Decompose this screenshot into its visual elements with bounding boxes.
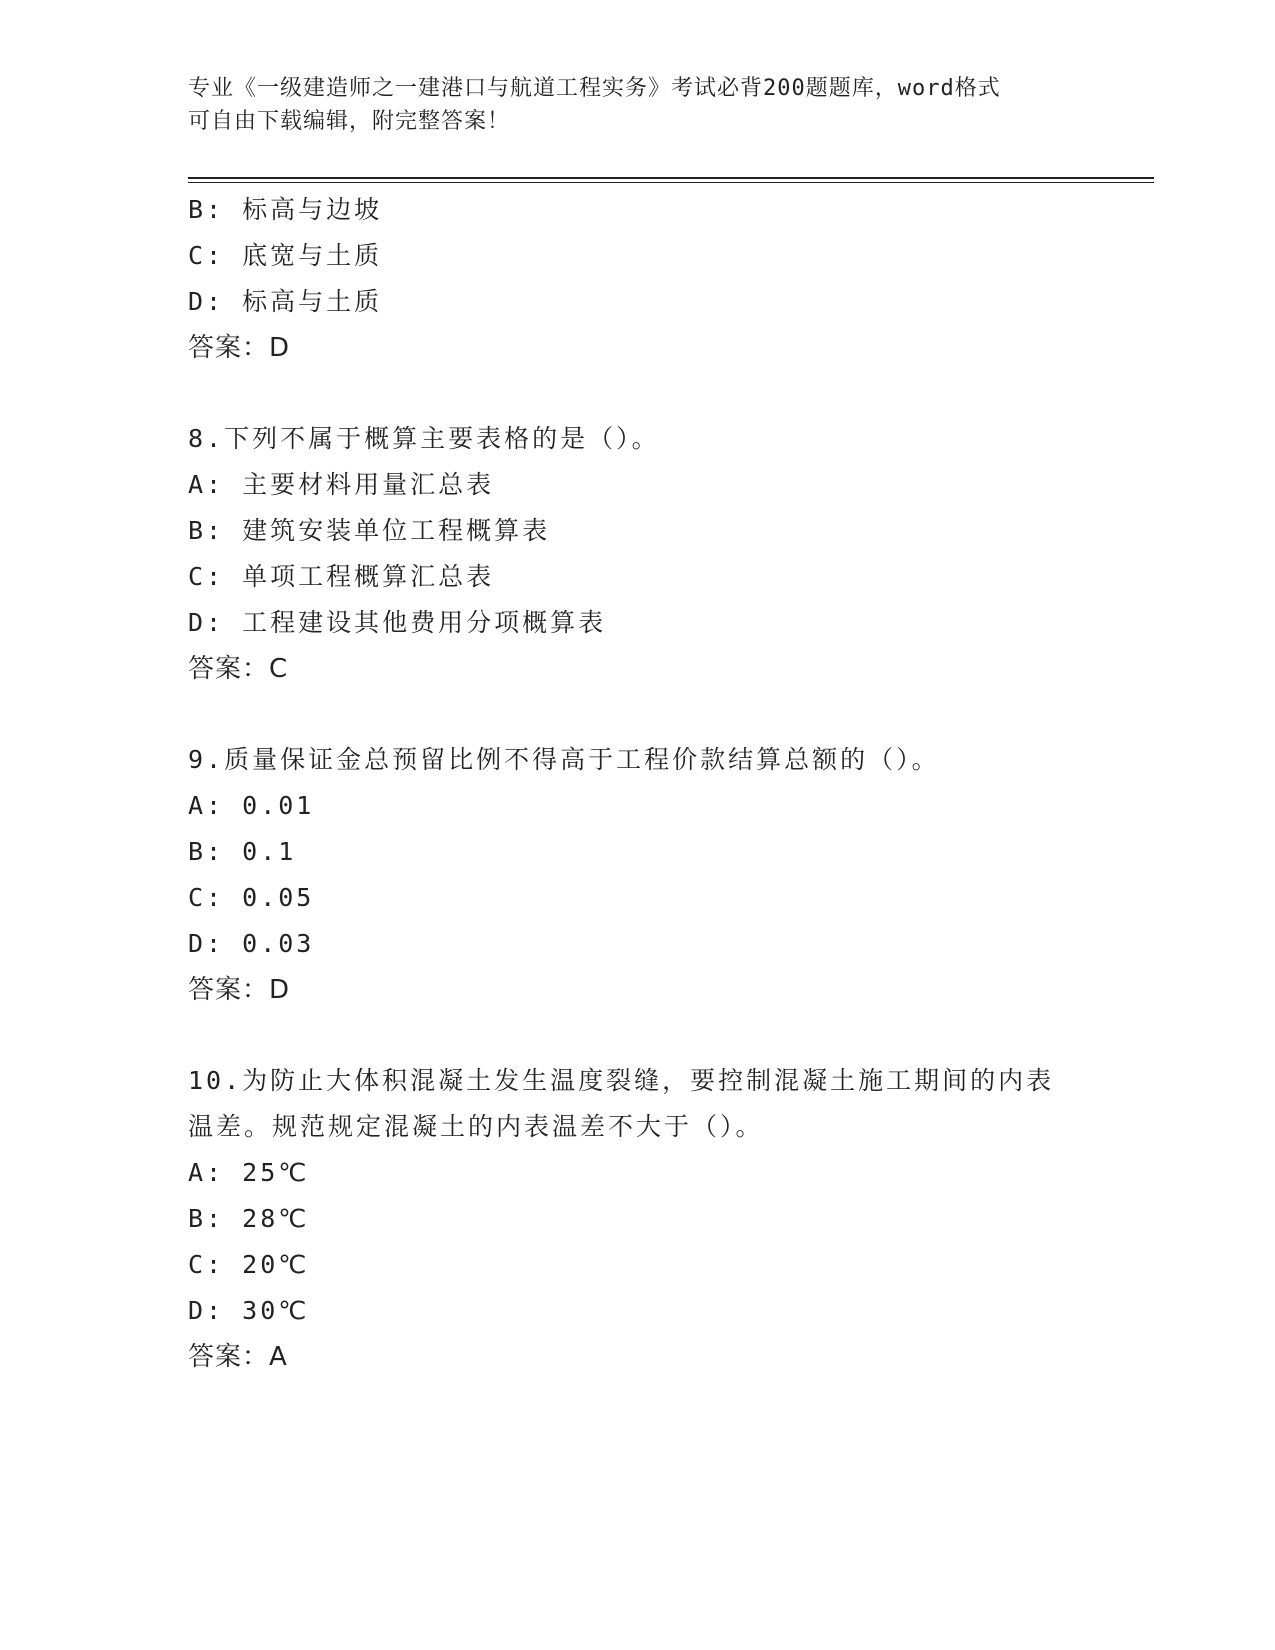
question-7-tail (188, 187, 1088, 371)
option-b: B: 标高与边坡 (188, 195, 383, 224)
header-divider-thick (188, 177, 1154, 179)
option-d: D: 工程建设其他费用分项概算表 (188, 608, 607, 637)
question-stem-line-2: 温差。规范规定混凝土的内表温差不大于（）。 (188, 1112, 764, 1141)
question-8 (188, 416, 1088, 692)
option-a: A: 主要材料用量汇总表 (188, 470, 495, 499)
header-line-1: 专业《一级建造师之一建港口与航道工程实务》考试必背200题题库，word格式 (188, 76, 1001, 101)
question-stem: 9.质量保证金总预留比例不得高于工程价款结算总额的（）。 (188, 745, 940, 774)
document-header (188, 72, 1068, 138)
question-9 (188, 737, 1088, 1013)
question-stem-line-1: 10.为防止大体积混凝土发生温度裂缝，要控制混凝土施工期间的内表 (188, 1066, 1055, 1095)
option-c: C: 0.05 (188, 883, 315, 912)
option-c: C: 20℃ (188, 1250, 310, 1279)
question-content (188, 187, 1088, 1380)
option-a: A: 0.01 (188, 791, 315, 820)
option-b: B: 建筑安装单位工程概算表 (188, 516, 551, 545)
answer: 答案：D (188, 975, 291, 1005)
answer: 答案：A (188, 1342, 288, 1372)
option-a: A: 25℃ (188, 1158, 310, 1187)
option-c: C: 底宽与土质 (188, 241, 383, 270)
option-d: D: 0.03 (188, 929, 315, 958)
question-10 (188, 1058, 1088, 1380)
header-line-2: 可自由下载编辑，附完整答案！ (188, 109, 511, 134)
option-b: B: 0.1 (188, 837, 297, 866)
question-stem: 8.下列不属于概算主要表格的是（）。 (188, 424, 660, 453)
answer: 答案：C (188, 654, 289, 684)
option-b: B: 28℃ (188, 1204, 310, 1233)
answer: 答案：D (188, 333, 291, 363)
option-d: D: 30℃ (188, 1296, 310, 1325)
option-c: C: 单项工程概算汇总表 (188, 562, 495, 591)
header-divider-thin (188, 182, 1154, 183)
option-d: D: 标高与土质 (188, 287, 383, 316)
